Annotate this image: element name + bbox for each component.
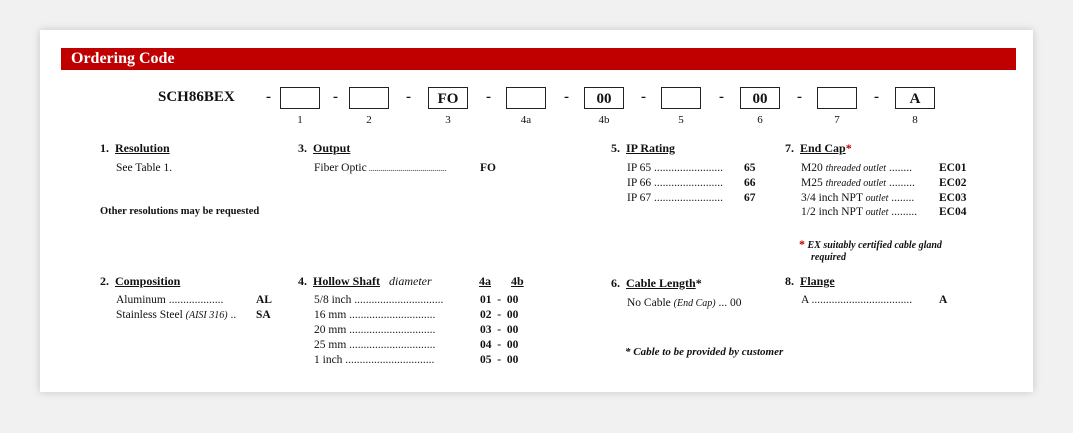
code-box-1[interactable] <box>280 87 320 109</box>
composition-row-stainless: Stainless Steel (AISI 316) .. <box>116 309 237 321</box>
code-separator: - <box>406 89 411 105</box>
page-title: Ordering Code <box>71 50 175 67</box>
hollow-shaft-code: 04 - 00 <box>480 339 519 351</box>
composition-code-sa: SA <box>256 309 271 321</box>
code-position-8: 8 <box>912 114 918 126</box>
section-hollow-shaft-heading: 4. Hollow Shaft diameter <box>298 274 432 288</box>
code-position-7: 7 <box>834 114 840 126</box>
cable-length-note: * Cable to be provided by customer <box>625 346 784 358</box>
hollow-shaft-col-4b: 4b <box>511 274 524 288</box>
code-separator: - <box>719 89 724 105</box>
output-row: Fiber Optic ....................................... <box>314 162 447 174</box>
section-flange-heading: 8. Flange <box>785 274 835 288</box>
ip-rating-code: 66 <box>744 177 756 189</box>
code-box-4a[interactable] <box>506 87 546 109</box>
code-position-1: 1 <box>297 114 303 126</box>
hollow-shaft-code: 03 - 00 <box>480 324 519 336</box>
code-separator: - <box>564 89 569 105</box>
code-separator: - <box>333 89 338 105</box>
code-position-4b: 4b <box>598 114 610 126</box>
ip-rating-row: IP 67 ........................ <box>627 192 724 204</box>
section-resolution-heading: 1. Resolution <box>100 141 170 155</box>
section-ip-rating-heading: 5. IP Rating <box>611 141 676 155</box>
code-separator: - <box>641 89 646 105</box>
flange-code: A <box>939 294 948 306</box>
code-box-8[interactable]: A <box>895 87 935 109</box>
model-number: SCH86BEX <box>158 89 235 105</box>
ip-rating-row: IP 65 ........................ <box>627 162 724 174</box>
code-position-5: 5 <box>678 114 684 126</box>
code-position-6: 6 <box>757 114 763 126</box>
header-banner <box>61 48 1016 70</box>
composition-code-al: AL <box>256 294 272 306</box>
code-box-2[interactable] <box>349 87 389 109</box>
hollow-shaft-row: 20 mm .............................. <box>314 324 436 336</box>
hollow-shaft-code: 01 - 00 <box>480 294 519 306</box>
end-cap-code: EC04 <box>939 206 967 218</box>
code-separator: - <box>266 89 271 105</box>
code-box-4b[interactable]: 00 <box>584 87 624 109</box>
flange-row: A ................................... <box>801 294 913 306</box>
hollow-shaft-code: 02 - 00 <box>480 309 519 321</box>
code-separator: - <box>797 89 802 105</box>
hollow-shaft-row: 25 mm .............................. <box>314 339 436 351</box>
code-box-7[interactable] <box>817 87 857 109</box>
hollow-shaft-col-4a: 4a <box>479 274 491 288</box>
hollow-shaft-code: 05 - 00 <box>480 354 519 366</box>
code-box-3[interactable]: FO <box>428 87 468 109</box>
end-cap-code: EC02 <box>939 177 967 189</box>
section-composition-heading: 2. Composition <box>100 274 181 288</box>
code-position-4a: 4a <box>520 114 532 126</box>
end-cap-note-line2: required <box>811 252 846 263</box>
composition-row-aluminum: Aluminum ................... <box>116 294 224 306</box>
hollow-shaft-row: 16 mm .............................. <box>314 309 436 321</box>
section-cable-length-heading: 6. Cable Length* <box>611 276 702 290</box>
code-position-3: 3 <box>445 114 451 126</box>
hollow-shaft-row: 5/8 inch ............................... <box>314 294 444 306</box>
resolution-note: Other resolutions may be requested <box>100 206 260 217</box>
output-code: FO <box>480 162 496 174</box>
hollow-shaft-row: 1 inch ............................... <box>314 354 435 366</box>
end-cap-row: 1/2 inch NPT outlet ......... <box>801 206 918 218</box>
code-separator: - <box>486 89 491 105</box>
section-end-cap-heading: 7. End Cap* <box>785 141 852 155</box>
code-box-6[interactable]: 00 <box>740 87 780 109</box>
ip-rating-code: 67 <box>744 192 756 204</box>
cable-length-row: No Cable (End Cap) ... 00 <box>627 297 742 309</box>
end-cap-row: M20 threaded outlet ........ <box>801 162 912 174</box>
code-separator: - <box>874 89 879 105</box>
resolution-line: See Table 1. <box>116 162 173 174</box>
ip-rating-code: 65 <box>744 162 756 174</box>
ip-rating-row: IP 66 ........................ <box>627 177 724 189</box>
end-cap-row: M25 threaded outlet ......... <box>801 177 915 189</box>
section-output-heading: 3. Output <box>298 141 351 155</box>
code-box-5[interactable] <box>661 87 701 109</box>
end-cap-code: EC03 <box>939 192 967 204</box>
end-cap-row: 3/4 inch NPT outlet ........ <box>801 192 915 204</box>
end-cap-note: * EX suitably certified cable gland <box>799 237 942 251</box>
end-cap-code: EC01 <box>939 162 967 174</box>
code-position-2: 2 <box>366 114 372 126</box>
